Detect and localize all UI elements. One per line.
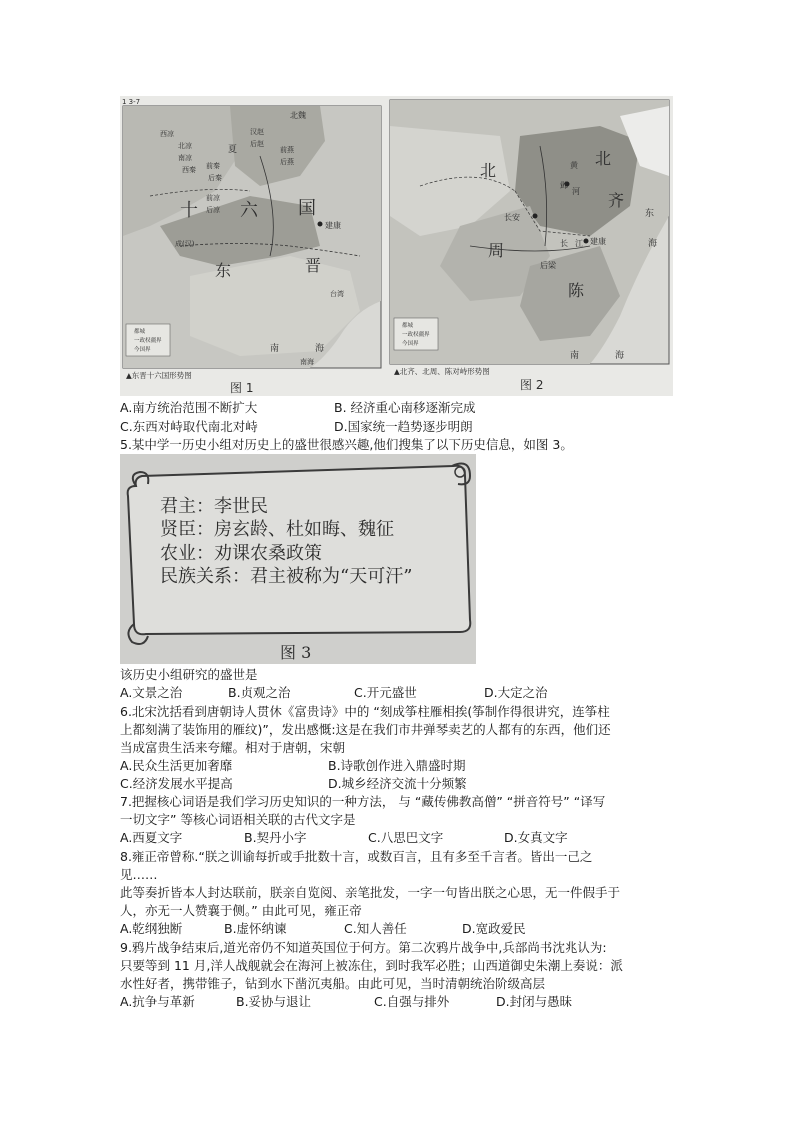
q9-line-2: 只要等到 11 月,洋人战舰就会在海河上被冻住，到时我军必胜；山西道御史朱潮上奏说：派 [120, 958, 623, 973]
scroll-line-agriculture: 农业：劝课农桑政策 [160, 543, 322, 564]
map1-legend-border: 一政权疆界 [134, 338, 162, 344]
q4-option-b[interactable]: B. 经济重心南移逐渐完成 [334, 400, 476, 415]
q6-option-a[interactable]: A.民众生活更加奢靡 [120, 758, 233, 773]
map1-label-hai: 海 [315, 344, 325, 354]
map1-label-hanzhao: 汉赵 [250, 128, 264, 136]
map1-label-cheng-han: 成(汉) [175, 240, 195, 248]
map1-label-nanliang: 南凉 [178, 154, 192, 162]
q8-option-c[interactable]: C.知人善任 [344, 921, 407, 936]
map-corner-mark: 1 3-7 [122, 98, 141, 106]
q8-line-4: 人，亦无一人赞襄于侧。” 由此可见，雍正帝 [120, 903, 362, 918]
map2-label-hai: 海 [648, 239, 658, 249]
map2-figure-number: 图 2 [520, 378, 544, 392]
q9-option-b[interactable]: B.妥协与退让 [236, 994, 312, 1009]
map2-legend-capital: 都城 [402, 323, 414, 329]
map2-legend-border: 一政权疆界 [402, 332, 430, 338]
map1-label-qianliang: 前凉 [206, 194, 220, 202]
scroll-line-ministers: 贤臣：房玄龄、杜如晦、魏征 [160, 519, 394, 540]
q9-option-a[interactable]: A.抗争与革新 [120, 994, 195, 1009]
q8-option-d[interactable]: D.宽政爱民 [462, 921, 526, 936]
map2-label-houliang: 后梁 [540, 261, 556, 270]
map1-label-jin: 晋 [305, 256, 322, 275]
q6-option-c[interactable]: C.经济发展水平提高 [120, 776, 233, 791]
map1-label-liu: 六 [240, 200, 258, 221]
map1-label-shi: 十 [180, 200, 198, 221]
q8-option-b[interactable]: B.虚怀纳谏 [224, 921, 287, 936]
map2-legend-national: 今国界 [402, 341, 419, 347]
q7-option-a[interactable]: A.西夏文字 [120, 830, 183, 845]
q4-option-a[interactable]: A.南方统治范围不断扩大 [120, 400, 258, 415]
q5-option-c[interactable]: C.开元盛世 [354, 685, 417, 700]
map1-figure-number: 图 1 [230, 381, 254, 395]
map1-label-houliang: 后凉 [206, 206, 220, 214]
map2-label-jiankang: 建康 [590, 237, 606, 246]
map2-label-huang: 黄 [570, 161, 578, 170]
map2-label-qi: 齐 [608, 191, 625, 210]
q6-line-3: 当成富贵生活来夸耀。相对于唐朝，宋朝 [120, 740, 346, 755]
map2-label-bei: 北 [480, 161, 497, 180]
map1-legend-national: 今国界 [134, 347, 151, 353]
q6-line-2: 上都刻满了装饰用的雁纹)”，发出感慨:这是在我们市井弹琴卖艺的人都有的东西，他们还 [120, 722, 611, 737]
scroll-line-ethnic: 民族关系：君主被称为“天可汗” [160, 566, 413, 587]
map1-label-houzhao: 后赵 [250, 140, 264, 148]
map2-label-nanhai: 海 [615, 351, 625, 361]
q8-line-2: 见…… [120, 867, 158, 882]
map1-label-jiankang: 建康 [325, 221, 341, 230]
map2-caption: ▲北齐、北周、陈对峙形势图 [394, 367, 490, 376]
q6-option-b[interactable]: B.诗歌创作进入鼎盛时期 [328, 758, 466, 773]
q7-line-1: 7.把握核心词语是我们学习历史知识的一种方法， 与 “藏传佛教高僧” “拼音符号” “译写 [120, 794, 606, 809]
q7-option-b[interactable]: B.契丹小字 [244, 830, 307, 845]
map-figure-panel [120, 96, 673, 396]
map2-label-bei2: 北 [595, 149, 612, 168]
q4-option-c[interactable]: C.东西对峙取代南北对峙 [120, 419, 258, 434]
q9-option-c[interactable]: C.自强与排外 [374, 994, 450, 1009]
q5-question: 该历史小组研究的盛世是 [120, 667, 258, 682]
q7-option-c[interactable]: C.八思巴文字 [368, 830, 444, 845]
map2-label-ye: 邺 [560, 181, 568, 190]
map2-label-he: 河 [572, 187, 580, 196]
map1-label-xiliang: 西凉 [160, 130, 174, 138]
q5-option-a[interactable]: A.文景之治 [120, 685, 183, 700]
q5-stem: 5.某中学一历史小组对历史上的盛世很感兴趣,他们搜集了以下历史信息，如图 3。 [120, 437, 573, 452]
map2-label-dong: 东 [645, 209, 655, 219]
map1-label-beiliang: 北凉 [178, 142, 192, 150]
map2-label-chang: 长 [560, 239, 568, 248]
q9-line-3: 水性好者，携带锥子，钻到水下凿沉夷船。由此可见，当时清朝统治阶级高层 [120, 976, 546, 991]
map1-label-taiwan: 台湾 [330, 290, 344, 298]
q7-line-2: 一切文字” 等核心词语相关联的古代文字是 [120, 812, 356, 827]
map2-label-zhou: 周 [488, 241, 505, 260]
map2-label-nan: 南 [570, 351, 580, 361]
q8-line-3: 此等奏折皆本人封达联前，朕亲自览阅、亲笔批发，一字一句皆出朕之心思，无一件假手于 [120, 885, 621, 900]
map1-label-guo: 国 [298, 198, 316, 219]
q6-option-d[interactable]: D.城乡经济交流十分频繁 [328, 776, 467, 791]
map2-label-jiang: 江 [575, 239, 583, 248]
map1-label-xiqin: 西秦 [182, 166, 196, 174]
q4-option-d[interactable]: D.国家统一趋势逐步明朗 [334, 419, 473, 434]
q5-option-d[interactable]: D.大定之治 [484, 685, 548, 700]
map1-label-houqin: 后秦 [208, 174, 222, 182]
q5-option-b[interactable]: B.贞观之治 [228, 685, 291, 700]
figure3-number: 图 3 [280, 643, 312, 662]
q9-option-d[interactable]: D.封闭与愚昧 [496, 994, 573, 1009]
map1-label-qianyan: 前燕 [280, 146, 294, 154]
q7-option-d[interactable]: D.女真文字 [504, 830, 568, 845]
q9-line-1: 9.鸦片战争结束后,道光帝仍不知道英国位于何方。第二次鸦片战争中,兵部尚书沈兆认为: [120, 940, 607, 955]
map1-label-dong: 东 [215, 261, 232, 280]
map1-legend-capital: 都城 [134, 329, 146, 335]
map1-label-nanhai: 南海 [300, 358, 314, 366]
map1-label-houyan: 后燕 [280, 158, 294, 166]
scroll-figure [120, 454, 476, 664]
maps-illustration [120, 96, 673, 396]
map1-label-qianqin: 前秦 [206, 162, 220, 170]
map1-label-beiwei: 北魏 [290, 111, 306, 120]
map1-label-xia: 夏 [228, 145, 238, 155]
map2-label-changan: 长安 [504, 213, 520, 222]
q6-line-1: 6.北宋沈括看到唐朝诗人贯休《富贵诗》中的 “刻成筝柱雁相挨(筝制作得很讲究，连筝柱 [120, 704, 610, 719]
q8-option-a[interactable]: A.乾纲独断 [120, 921, 183, 936]
map1-label-nan: 南 [270, 344, 280, 354]
map1-caption: ▲东晋十六国形势图 [126, 371, 192, 380]
scroll-line-ruler: 君主：李世民 [160, 496, 268, 517]
map2-label-chen: 陈 [568, 281, 585, 300]
q8-line-1: 8.雍正帝曾称.“朕之训谕每折或手批数十言，或数百言，且有多至千言者。皆出一己之 [120, 849, 593, 864]
